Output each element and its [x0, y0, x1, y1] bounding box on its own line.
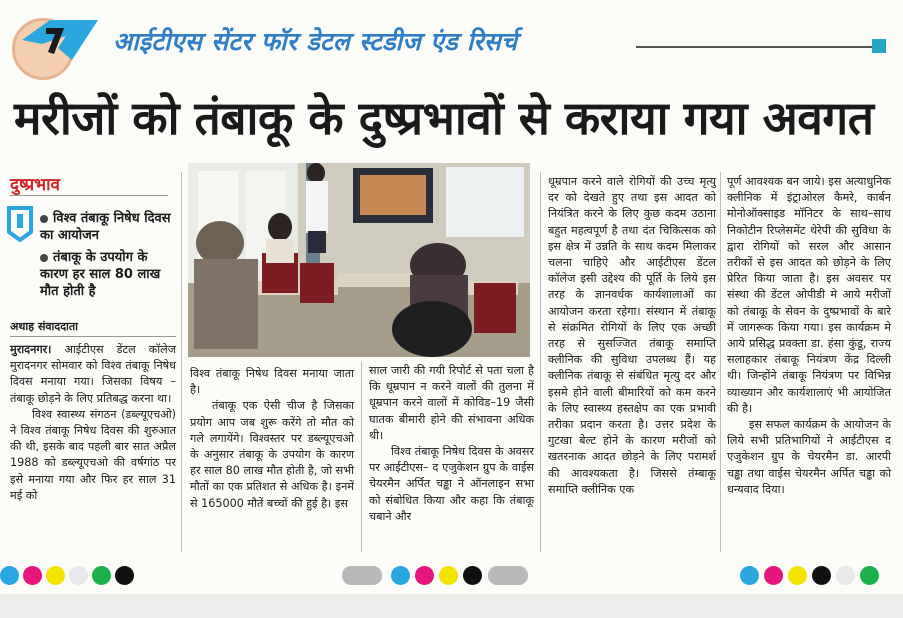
article-column-5 — [727, 174, 891, 498]
registration-dot — [115, 566, 134, 585]
paragraph: तंबाकू एक ऐसी चीज है जिसका प्रयोग आप जब शुरू करेंगे तो मौत को गले लगायेंगे। विश्वस्तर पर डब्ल्यूएचओ के अनुसार तंबाकू के उपयोग के कारण हर साल 80 लाख मौत होती है, जो सभी मौतों का एक प्रतिशत से अधिक है। इनमें से 165000 मौतें बच्चों की हुई है। इस — [190, 399, 354, 510]
registration-dot — [69, 566, 88, 585]
registration-dot — [463, 566, 482, 585]
column-rule — [361, 362, 362, 552]
bullet-icon — [40, 254, 48, 262]
paragraph: इस सफल कार्यक्रम के आयोजन के लिये सभी प्रतिभागियों ने आईटीएस द एजुकेशन ग्रुप के चेयरमैन डा. आरपी चड्ढा तथा वाईस चेयरमैन अर्पित चड्ढा को धन्यवाद दिया। — [727, 418, 891, 496]
bullet-icon — [40, 215, 48, 223]
highlight-arrow-icon — [7, 206, 33, 242]
paragraph: विश्व तंबाकू निषेध दिवस मनाया जाता है। — [190, 367, 354, 397]
article-column-4 — [548, 174, 716, 498]
classroom-photo-illustration — [188, 163, 530, 357]
registration-dot — [0, 566, 19, 585]
registration-dot — [764, 566, 783, 585]
article-column-1: मुरादनगर। आईटीएस डेंटल कॉलेज मुरादनगर सोमवार को विश्व तंबाकू निषेध दिवस मनाया गया। जिसका विषय – तंबाकू छोड़ने के लिए प्रतिबद्ध करना था। विश्व स्वास्थ्य संगठन (डब्ल्यूएचओ) ने विश्व तंबाकू निषेध दिवस की शुरुआत की थी, इसके बाद पहली बार सात अप्रैल 1988 को डब्ल्यूएचओ की वर्षगांठ पर इसे मनाया गया और फिर हर साल 31 मई को — [10, 342, 176, 504]
byline-rule — [10, 336, 176, 337]
registration-dot — [92, 566, 111, 585]
registration-dot — [740, 566, 759, 585]
column-rule — [181, 172, 182, 552]
paragraph: विश्व स्वास्थ्य संगठन (डब्ल्यूएचओ) ने विश्व तंबाकू निषेध दिवस की शुरुआत की थी, इसके बाद पहली बार सात अप्रैल 1988 को डब्ल्यूएचओ की वर्षगांठ पर इसे मनाया गया और फिर हर साल 31 मई को — [10, 407, 176, 502]
registration-dot — [836, 566, 855, 585]
column-rule — [540, 172, 541, 552]
byline: अथाह संवाददाता — [10, 320, 79, 333]
kicker-rule — [636, 46, 872, 48]
paragraph: विश्व तंबाकू निषेध दिवस के अवसर पर आईटीएस– द एजुकेशन ग्रुप के वाईस चेयरमैन अर्पित चड्ढा ने ऑनलाइन सभा को संबोधित किया और कहा कि तंबाकू चबाने और — [369, 445, 534, 523]
paragraph: धूम्रपान करने वाले रोगियों की उच्च मृत्यु दर को देखते हुए तथा इस आदत को नियंत्रित करने के लिए कुछ कदम उठाना बहुत महत्वपूर्ण है तथा दंत चिकित्सक को इस क्षेत्र में उन्नति के साथ कदम मिलाकर चलना चाहिऐ और आईटीएस डेंटल कॉलेज इसी उद्देश्य की पूर्ति के लिये इस तरह के ज्ञानवर्धक कार्यशालाओं का आयोजन करता रहेगा। संस्थान में तंबाकू से संक्रमित रोगियों के लिए एक अच्छी तरह से सुसज्जित तंबाकू समाप्ति क्लीनिक की सुविधा उपलब्ध हैं। यह क्लीनिक तंबाकू से संबंधित मृत्यु दर और इसमे होने वाली बीमारियों को कम करने के लिए स्वास्थ्य हस्तक्षेप का एक प्रभावी तरीका प्रदान करता है। उत्तर प्रदेश के गुटखा बेल्ट होने के कारण मरीजों को खतरनाक आदत छोड़ने के लिए परामर्श की आवश्यकता है। जिससे तंम्बाकू समाप्ति क्लीनिक एक — [548, 175, 716, 496]
dateline: मुरादनगर। — [10, 343, 52, 356]
paragraph: साल जारी की गयी रिपोर्ट से पता चला है कि धूम्रपान न करने वालों की तुलना में धूम्रपान करने वालों में कोविड–19 जैसी घातक बीमारी होने की संभावना अधिक थी। — [369, 364, 534, 442]
registration-dot — [391, 566, 410, 585]
registration-dot — [812, 566, 831, 585]
highlight-item: तंबाकू के उपयोग के कारण हर साल 80 लाख मौत होती है — [40, 250, 161, 299]
registration-dot — [415, 566, 434, 585]
registration-dot — [860, 566, 879, 585]
registration-dot — [23, 566, 42, 585]
event-photo — [188, 163, 530, 357]
grey-registration-bar — [488, 566, 528, 585]
page-bottom-band — [0, 594, 903, 618]
highlight-item: विश्व तंबाकू निषेध दिवस का आयोजन — [40, 211, 171, 243]
registration-dot — [439, 566, 458, 585]
paragraph: पूर्ण आवश्यक बन जाये। इस अत्याधुनिक क्लीनिक में इंट्राओरल कैमरे, कार्बन मोनोऑक्साइड मॉनिटर के साथ–साथ निकोटीन रिप्लेसमेंट थेरेपी की सुविधा के द्वारा रोगियों को सरल और आसान तरीकों से इस आदत को छोड़ने के लिए प्रेरित किया जाता है। इस अवसर पर संस्था की डेंटल ओपीडी मे आये मरीजों को तंबाकू के सेवन के दुष्प्रभावों के बारे में जागरूक किया गया। इस कार्यक्रम मे आये प्रसिद्ध प्रवक्ता डा. हंसा कुंडू, राज्य सलाहकार तंबाकू नियंत्रण केंद्र दिल्ली थी। जिन्होंने तंबाकू नियंत्रण पर विभिन्न व्याख्यान और कार्यशालाएं भी आयोजित की है। — [727, 175, 891, 415]
registration-dot — [788, 566, 807, 585]
kicker-title: आईटीएस सेंटर फॉर डेटल स्टडीज एंड रिसर्च — [113, 27, 518, 56]
article-column-2 — [190, 366, 354, 512]
section-label: दुष्प्रभाव — [10, 175, 60, 195]
headline: मरीजों को तंबाकू के दुष्प्रभावों से कराया गया अवगत — [14, 91, 874, 145]
arrow-logo-icon — [20, 14, 100, 66]
registration-dot — [46, 566, 65, 585]
article-column-3 — [369, 363, 534, 525]
grey-registration-bar — [342, 566, 382, 585]
kicker-square — [872, 39, 886, 53]
column-rule — [720, 172, 721, 552]
section-underline — [10, 195, 168, 196]
